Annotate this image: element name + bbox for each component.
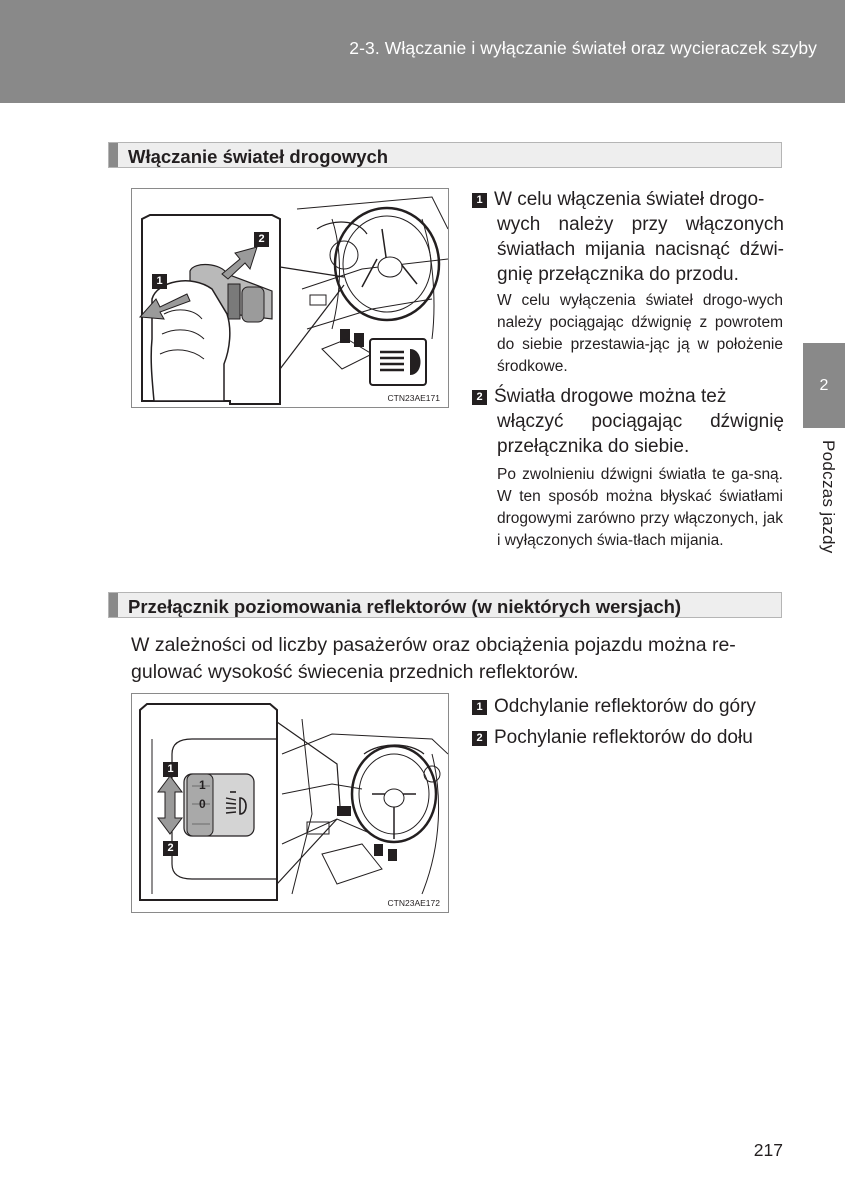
page-number: 217 bbox=[753, 1140, 783, 1160]
chapter-title: 2-3. Włączanie i wyłączanie świateł oraz wycieraczek szyby bbox=[349, 38, 817, 58]
chapter-number: 2 bbox=[819, 377, 829, 394]
figure-leveling-switch bbox=[131, 693, 449, 913]
leveling-illustration bbox=[132, 694, 448, 912]
section-heading-leveling bbox=[108, 592, 782, 618]
list-item-tilt-down bbox=[472, 725, 753, 750]
item-text: Pochylanie reflektorów do dołu bbox=[494, 727, 753, 748]
section-title: Przełącznik poziomowania reflektorów (w niektórych wersjach) bbox=[128, 596, 682, 617]
figure-badge-2: 2 bbox=[163, 841, 178, 856]
list-item-flash bbox=[472, 384, 784, 459]
figure-badge-2: 2 bbox=[254, 232, 269, 247]
figure-high-beam-lever bbox=[131, 188, 449, 408]
section-title: Włączanie świateł drogowych bbox=[128, 146, 389, 167]
heading-accent-bar bbox=[109, 593, 118, 617]
lever-illustration bbox=[132, 189, 448, 407]
note-high-beam-off: W celu wyłączenia świateł drogo-wych należy pociągając dźwignię z powrotem do siebie przestawia-jąc ją w położenie środkowe. bbox=[497, 292, 783, 375]
dial-mark-zero: 0 bbox=[199, 797, 206, 811]
item-first-line: W celu włączenia świateł drogo- bbox=[494, 189, 765, 210]
item-text: Odchylanie reflektorów do góry bbox=[494, 696, 756, 717]
figure-code: CTN23AE171 bbox=[387, 393, 440, 403]
item-badge: 1 bbox=[472, 193, 487, 208]
item-badge: 2 bbox=[472, 731, 487, 746]
item-text: włączyć pociągając dźwignię przełącznika do siebie. bbox=[497, 411, 784, 457]
figure-badge-1: 1 bbox=[152, 274, 167, 289]
list-item-tilt-up bbox=[472, 694, 756, 719]
item-badge: 1 bbox=[472, 700, 487, 715]
note-flash: Po zwolnieniu dźwigni światła te ga-sną. W ten sposób można błyskać światłami drogowymi zarówno przy włączonych, jak i wyłączonych świa-tłach mijania. bbox=[497, 466, 783, 549]
item-text: wych należy przy włączonych światłach mijania nacisnąć dźwi-gnię przełącznika do przodu. bbox=[497, 214, 784, 285]
intro-paragraph: W zależności od liczby pasażerów oraz obciążenia pojazdu można re-gulować wysokość świecenia przednich reflektorów. bbox=[131, 634, 736, 683]
list-item-high-beam-on bbox=[472, 187, 784, 287]
chapter-tab[interactable] bbox=[803, 343, 845, 428]
header-band bbox=[0, 0, 845, 103]
item-badge: 2 bbox=[472, 390, 487, 405]
figure-code: CTN23AE172 bbox=[387, 898, 440, 908]
dial-mark-top: 1 bbox=[199, 778, 206, 792]
heading-accent-bar bbox=[109, 143, 118, 167]
item-first-line: Światła drogowe można też bbox=[494, 386, 727, 407]
figure-badge-1: 1 bbox=[163, 762, 178, 777]
section-heading-high-beam bbox=[108, 142, 782, 168]
chapter-label: Podczas jazdy bbox=[819, 440, 838, 554]
